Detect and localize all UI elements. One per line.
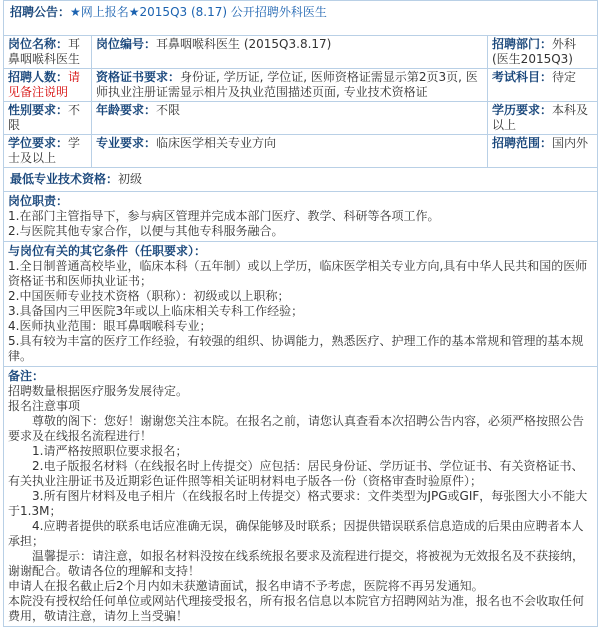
- announcement-link[interactable]: ★网上报名★2015Q3 (8.17) 公开招聘外科医生: [70, 5, 327, 19]
- exam-value: 待定: [552, 70, 577, 84]
- post-code-value: 耳鼻咽喉科医生 (2015Q3.8.17): [156, 37, 332, 51]
- duties-line: 2.与医院其他专家合作，以便与其他专科服务融合。: [8, 224, 284, 238]
- headcount-value: 请见备注说明: [8, 70, 81, 99]
- exam-label: 考试科目：: [492, 70, 553, 84]
- age-value: 不限: [156, 103, 181, 117]
- cert-cell: [92, 69, 488, 102]
- notes-line: 温馨提示：请注意，如报名材料没按在线系统报名要求及流程进行提交，将被视为无效报名及不获接纳，谢谢配合。敬请各位的理解和支持！: [8, 549, 585, 578]
- scope-value: 国内外: [552, 136, 589, 150]
- conditions-line: 2.中国医师专业技术资格（职称）：初级或以上职称；: [8, 289, 290, 303]
- post-code-cell: [92, 36, 488, 69]
- conditions-line: 3.具备国内三甲医院3年或以上临床相关专科工作经验；: [8, 304, 304, 318]
- degree-value: 学士及以上: [8, 136, 81, 165]
- scope-label: 招聘范围：: [492, 136, 553, 150]
- notes-line: 申请人在报名截止后2个月内如未获邀请面试，报名申请不予考虑，医院将不再另发通知。: [8, 579, 484, 593]
- row-min-qualification: [4, 168, 598, 192]
- row-duties: [4, 192, 598, 242]
- degree-label: 学位要求：: [8, 136, 69, 150]
- gender-value: 不限: [8, 103, 81, 132]
- conditions-line: 4.医师执业范围：眼耳鼻咽喉科专业；: [8, 319, 212, 333]
- degree-cell: [4, 135, 92, 168]
- notes-line: 1.请严格按照职位要求报名；: [8, 444, 188, 458]
- education-cell: [488, 102, 598, 135]
- notes-heading: 备注：: [8, 369, 45, 383]
- conditions-line: 1.全日制普通高校毕业，临床本科（五年制）或以上学历，临床医学相关专业方向,具有中华人民共和国的医师资格证书和医师执业证书；: [8, 259, 588, 288]
- education-value: 本科及以上: [492, 103, 589, 132]
- notes-line: 招聘数量根据医疗服务发展待定。: [8, 384, 189, 398]
- exam-cell: [488, 69, 598, 102]
- conditions-line: 5.具有较为丰富的医疗工作经验，有较强的组织、协调能力，熟悉医疗、护理工作的基本常规和管理的基本规律。: [8, 334, 584, 363]
- row-post-name: [4, 36, 598, 69]
- gender-cell: [4, 102, 92, 135]
- notes-line: 4.应聘者提供的联系电话应准确无误，确保能够及时联系；因提供错误联系信息造成的后果由应聘者本人承担；: [8, 519, 584, 548]
- conditions-cell: [4, 242, 598, 367]
- dept-value: 外科 (医生2015Q3): [492, 37, 577, 66]
- scope-cell: [488, 135, 598, 168]
- headcount-cell: [4, 69, 92, 102]
- duties-line: 1.在部门主管指导下，参与病区管理并完成本部门医疗、教学、科研等各项工作。: [8, 209, 440, 223]
- duties-heading: 岗位职责：: [8, 194, 69, 208]
- dept-cell: [488, 36, 598, 69]
- row-gender: [4, 102, 598, 135]
- min-qualification-value: 初级: [118, 172, 143, 186]
- major-cell: [92, 135, 488, 168]
- announcement-label: 招聘公告：: [10, 5, 71, 19]
- notes-line: 报名注意事项: [8, 399, 81, 413]
- post-name-label: 岗位名称：: [8, 37, 69, 51]
- notes-cell: [4, 367, 598, 627]
- education-label: 学历要求：: [492, 103, 553, 117]
- cert-value: 身份证, 学历证, 学位证, 医师资格证需显示第2页3页, 医师执业注册证需显示相片及执业范围描述页面, 专业技术资格证: [96, 70, 478, 99]
- min-qualification-label: 最低专业技术资格：: [10, 172, 119, 186]
- notes-line: 尊敬的阁下：您好！谢谢您关注本院。在报名之前，请您认真查看本次招聘公告内容，必须严格按照公告要求及在线报名流程进行！: [8, 414, 585, 443]
- headcount-label: 招聘人数：: [8, 70, 69, 84]
- notes-line: 2.电子版报名材料（在线报名时上传提交）应包括：居民身份证、学历证书、学位证书、有关资格证书、有关执业注册证书及近期彩色证件照等相关证明材料电子版各一份（资格审查时验原件）；: [8, 459, 584, 488]
- notes-line: 3.所有图片材料及电子相片（在线报名时上传提交）格式要求：文件类型为JPG或GIF，每张图大小不能大于1.3M；: [8, 489, 588, 518]
- row-headcount: [4, 69, 598, 102]
- age-cell: [92, 102, 488, 135]
- min-qualification-cell: [4, 168, 598, 192]
- age-label: 年龄要求：: [96, 103, 157, 117]
- row-conditions: [4, 242, 598, 367]
- announcement-title-row: [4, 1, 598, 36]
- cert-label: 资格证书要求：: [96, 70, 181, 84]
- dept-label: 招聘部门：: [492, 37, 553, 51]
- row-degree: [4, 135, 598, 168]
- major-label: 专业要求：: [96, 136, 157, 150]
- major-value: 临床医学相关专业方向: [156, 136, 277, 150]
- post-name-value: 耳鼻咽喉科医生: [8, 37, 81, 66]
- duties-cell: [4, 192, 598, 242]
- post-code-label: 岗位编号：: [96, 37, 157, 51]
- gender-label: 性别要求：: [8, 103, 69, 117]
- post-name-cell: [4, 36, 92, 69]
- conditions-heading: 与岗位有关的其它条件（任职要求）：: [8, 244, 207, 258]
- row-notes: [4, 367, 598, 627]
- notes-line: 本院没有授权给任何单位或网站代理接受报名，所有报名信息以本院官方招聘网站为准，报名也不会收取任何费用，敬请注意，请勿上当受骗！: [8, 594, 585, 623]
- posting-table: [3, 0, 598, 627]
